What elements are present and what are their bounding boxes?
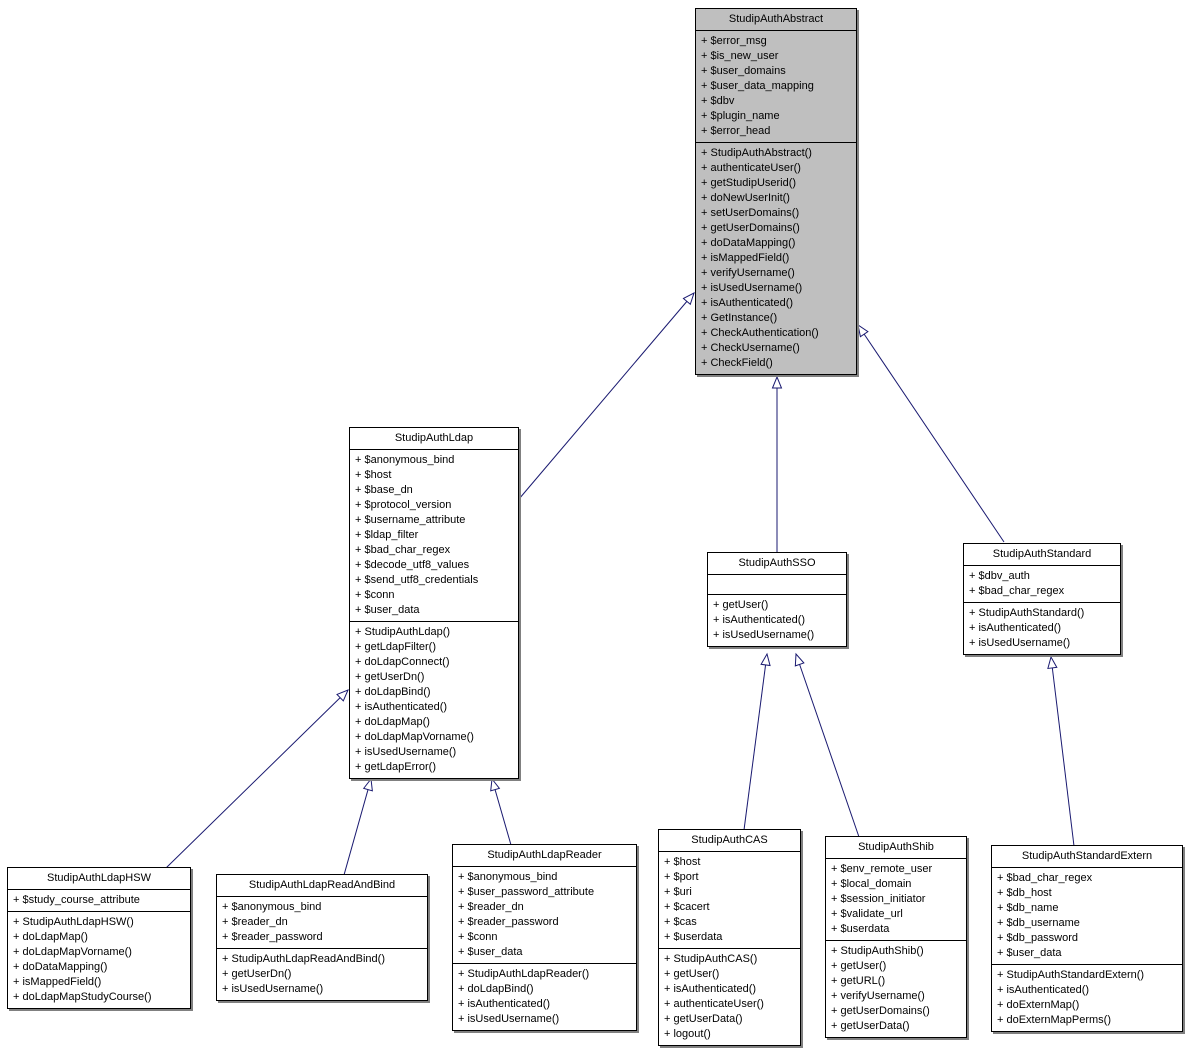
methods-section	[696, 142, 856, 374]
class-method: + getLdapFilter()	[355, 641, 437, 653]
class-method: + getUser()	[664, 968, 720, 980]
class-attribute: + $study_course_attribute	[13, 894, 140, 906]
attributes-section	[453, 866, 636, 963]
methods-section	[659, 948, 800, 1045]
class-method: + StudipAuthStandard()	[969, 607, 1085, 619]
attributes-section	[350, 449, 518, 621]
class-method: + isUsedUsername()	[969, 637, 1071, 649]
class-method: + doExternMapPerms()	[997, 1014, 1112, 1026]
methods-section	[964, 602, 1120, 654]
class-method: + authenticateUser()	[701, 162, 801, 174]
attributes-section	[708, 574, 846, 594]
class-method: + StudipAuthStandardExtern()	[997, 969, 1145, 981]
attributes-section	[217, 896, 427, 948]
class-method: + isMappedField()	[701, 252, 790, 264]
methods-section	[217, 948, 427, 1000]
class-box-studipauthldapreadandbind[interactable]	[216, 874, 428, 1001]
class-attribute: + $is_new_user	[701, 50, 779, 62]
class-method: + CheckField()	[701, 357, 773, 369]
attributes-section	[826, 858, 966, 940]
class-attribute: + $validate_url	[831, 908, 903, 920]
class-title[interactable]: StudipAuthShib	[858, 841, 934, 853]
class-attribute: + $reader_password	[222, 931, 323, 943]
class-attribute: + $send_utf8_credentials	[355, 574, 479, 586]
class-method: + StudipAuthCAS()	[664, 953, 758, 965]
class-method: + doLdapBind()	[458, 983, 534, 995]
methods-section	[826, 940, 966, 1037]
class-method: + isUsedUsername()	[701, 282, 803, 294]
class-method: + CheckUsername()	[701, 342, 800, 354]
class-attribute: + $error_msg	[701, 35, 767, 47]
class-attribute: + $user_data	[458, 946, 523, 958]
class-method: + isAuthenticated()	[458, 998, 551, 1010]
class-attribute: + $user_domains	[701, 65, 786, 77]
class-attribute: + $ldap_filter	[355, 529, 419, 541]
class-attribute: + $user_data	[355, 604, 420, 616]
class-title[interactable]: StudipAuthLdap	[394, 432, 474, 444]
class-method: + isAuthenticated()	[701, 297, 794, 309]
class-attribute: + $local_domain	[831, 878, 912, 890]
attributes-section	[696, 30, 856, 142]
class-method: + getStudipUserid()	[701, 177, 797, 189]
class-attribute: + $port	[664, 871, 699, 883]
class-method: + isAuthenticated()	[713, 614, 806, 626]
methods-section	[453, 963, 636, 1030]
attributes-section	[992, 867, 1182, 964]
class-method: + isAuthenticated()	[997, 984, 1090, 996]
class-title[interactable]: StudipAuthStandardExtern	[1021, 850, 1153, 862]
class-method: + doLdapMapVorname()	[13, 946, 132, 958]
class-box-studipauthshib[interactable]	[825, 836, 967, 1038]
class-method: + getUserDomains()	[831, 1005, 930, 1017]
class-method: + StudipAuthLdapReader()	[458, 968, 590, 980]
class-attribute: + $env_remote_user	[831, 863, 933, 875]
class-method: + isAuthenticated()	[664, 983, 757, 995]
class-attribute: + $conn	[355, 589, 395, 601]
class-method: + getUserDn()	[355, 671, 425, 683]
class-method: + doLdapMap()	[13, 931, 88, 943]
class-method: + GetInstance()	[701, 312, 778, 324]
attributes-section	[964, 565, 1120, 602]
class-attribute: + $db_password	[997, 932, 1079, 944]
class-attribute: + $reader_password	[458, 916, 559, 928]
class-attribute: + $conn	[458, 931, 498, 943]
inheritance-edge-reader-to-ldap	[492, 779, 511, 845]
class-method: + doDataMapping()	[701, 237, 796, 249]
class-box-studipauthstandard[interactable]	[963, 543, 1121, 655]
class-method: + verifyUsername()	[701, 267, 795, 279]
class-attribute: + $bad_char_regex	[355, 544, 451, 556]
class-method: + logout()	[664, 1028, 711, 1040]
inheritance-edge-standard-to-abstract	[858, 325, 1004, 542]
class-box-studipauthldaphsw[interactable]	[7, 867, 191, 1009]
class-method: + verifyUsername()	[831, 990, 925, 1002]
class-method: + getUser()	[713, 599, 769, 611]
class-method: + StudipAuthAbstract()	[701, 147, 812, 159]
class-title[interactable]: StudipAuthStandard	[992, 548, 1092, 560]
class-title[interactable]: StudipAuthSSO	[738, 557, 816, 569]
class-box-studipauthsso[interactable]	[707, 552, 847, 647]
class-attribute: + $userdata	[831, 923, 890, 935]
class-attribute: + $bad_char_regex	[997, 872, 1093, 884]
class-method: + StudipAuthLdapReadAndBind()	[222, 953, 385, 965]
class-attribute: + $cacert	[664, 901, 710, 913]
class-attribute: + $user_data_mapping	[701, 80, 814, 92]
class-attribute: + $db_username	[997, 917, 1080, 929]
class-attribute: + $dbv	[701, 95, 735, 107]
class-attribute: + $host	[664, 856, 701, 868]
methods-section	[992, 964, 1182, 1031]
class-method: + isUsedUsername()	[713, 629, 815, 641]
class-method: + setUserDomains()	[701, 207, 800, 219]
class-attribute: + $error_head	[701, 125, 771, 137]
class-box-studipauthabstract[interactable]	[695, 8, 857, 375]
class-attribute: + $reader_dn	[458, 901, 524, 913]
class-box-studipauthcas[interactable]	[658, 829, 801, 1046]
class-attribute: + $anonymous_bind	[458, 871, 558, 883]
class-method: + doLdapMap()	[355, 716, 430, 728]
methods-section	[708, 594, 846, 646]
methods-section	[8, 911, 190, 1008]
class-attribute: + $reader_dn	[222, 916, 288, 928]
class-method: + isUsedUsername()	[355, 746, 457, 758]
class-box-studipauthstandardextern[interactable]	[991, 845, 1183, 1032]
class-method: + doExternMap()	[997, 999, 1080, 1011]
class-attribute: + $session_initiator	[831, 893, 926, 905]
class-method: + StudipAuthLdapHSW()	[13, 916, 134, 928]
class-attribute: + $db_name	[997, 902, 1059, 914]
class-method: + isUsedUsername()	[458, 1013, 560, 1025]
class-title[interactable]: StudipAuthLdapReadAndBind	[248, 879, 396, 891]
class-method: + isUsedUsername()	[222, 983, 324, 995]
class-attribute: + $cas	[664, 916, 697, 928]
class-attribute: + $uri	[664, 886, 692, 898]
class-title[interactable]: StudipAuthLdapReader	[487, 849, 602, 861]
class-method: + doLdapConnect()	[355, 656, 450, 668]
class-method: + doLdapMapStudyCourse()	[13, 991, 152, 1003]
class-attribute: + $username_attribute	[355, 514, 466, 526]
class-attribute: + $anonymous_bind	[355, 454, 455, 466]
class-title[interactable]: StudipAuthAbstract	[728, 13, 824, 25]
class-method: + getUser()	[831, 960, 887, 972]
class-method: + getLdapError()	[355, 761, 437, 773]
class-title[interactable]: StudipAuthCAS	[691, 834, 768, 846]
class-method: + getURL()	[831, 975, 886, 987]
class-attribute: + $host	[355, 469, 392, 481]
class-method: + getUserData()	[831, 1020, 910, 1032]
class-attribute: + $userdata	[664, 931, 723, 943]
class-box-studipauthldap[interactable]	[349, 427, 519, 779]
inheritance-edge-hsw-to-ldap	[166, 690, 348, 868]
class-method: + doNewUserInit()	[701, 192, 790, 204]
class-attribute: + $anonymous_bind	[222, 901, 322, 913]
class-attribute: + $user_password_attribute	[458, 886, 595, 898]
inheritance-edge-ldap-to-abstract	[519, 293, 694, 499]
class-attribute: + $decode_utf8_values	[355, 559, 470, 571]
class-method: + isMappedField()	[13, 976, 102, 988]
class-method: + doLdapMapVorname()	[355, 731, 474, 743]
class-attribute: + $user_data	[997, 947, 1062, 959]
class-method: + CheckAuthentication()	[701, 327, 819, 339]
attributes-section	[8, 889, 190, 911]
inheritance-edge-extern-to-standard	[1051, 657, 1074, 846]
class-method: + doDataMapping()	[13, 961, 108, 973]
class-attribute: + $dbv_auth	[969, 570, 1030, 582]
class-method: + getUserDomains()	[701, 222, 800, 234]
inheritance-edge-cas-to-sso	[744, 654, 767, 830]
attributes-section	[659, 851, 800, 948]
inheritance-edge-shib-to-sso	[796, 654, 859, 837]
class-method: + doLdapBind()	[355, 686, 431, 698]
inheritance-edge-readandbind-to-ldap	[344, 779, 371, 875]
class-attribute: + $db_host	[997, 887, 1052, 899]
class-title[interactable]: StudipAuthLdapHSW	[47, 872, 151, 884]
methods-section	[350, 621, 518, 778]
class-method: + StudipAuthLdap()	[355, 626, 451, 638]
class-method: + isAuthenticated()	[969, 622, 1062, 634]
class-attribute: + $bad_char_regex	[969, 585, 1065, 597]
class-method: + getUserData()	[664, 1013, 743, 1025]
class-attribute: + $plugin_name	[701, 110, 780, 122]
class-method: + StudipAuthShib()	[831, 945, 924, 957]
class-method: + authenticateUser()	[664, 998, 764, 1010]
class-attribute: + $base_dn	[355, 484, 413, 496]
class-box-studipauthldapreader[interactable]	[452, 844, 637, 1031]
class-method: + getUserDn()	[222, 968, 292, 980]
class-method: + isAuthenticated()	[355, 701, 448, 713]
class-attribute: + $protocol_version	[355, 499, 452, 511]
